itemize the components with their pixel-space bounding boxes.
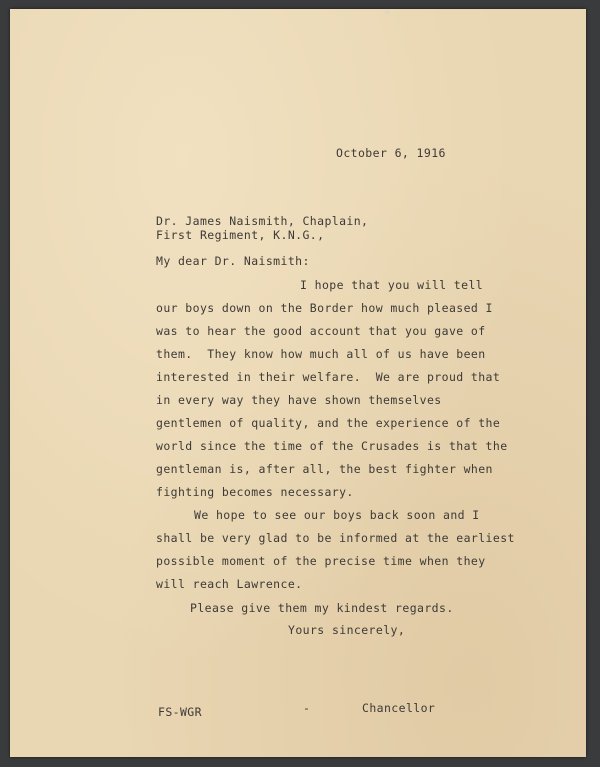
body-line: world since the time of the Crusades is that the	[156, 439, 508, 453]
body-line: interested in their welfare. We are proud that	[156, 370, 501, 384]
body-line: We hope to see our boys back soon and I	[194, 508, 480, 522]
recipient-name: Dr. James Naismith, Chaplain,	[156, 214, 369, 228]
body-line: I hope that you will tell	[300, 278, 484, 292]
staple-mark: ✧	[383, 8, 392, 19]
salutation: My dear Dr. Naismith:	[156, 254, 310, 268]
separator-dash: -	[303, 701, 311, 715]
body-line: our boys down on the Border how much pleased I	[156, 301, 493, 315]
typist-initials: FS-WGR	[158, 705, 202, 719]
body-line: fighting becomes necessary.	[156, 485, 354, 499]
letter-date: October 6, 1916	[336, 146, 446, 160]
body-line: them. They know how much all of us have been	[156, 347, 486, 361]
body-line: possible moment of the precise time when they	[156, 554, 486, 568]
body-line: gentleman is, after all, the best fighter when	[156, 462, 493, 476]
body-line: shall be very glad to be informed at the earliest	[156, 531, 515, 545]
signer-title: Chancellor	[362, 701, 436, 715]
body-line: gentlemen of quality, and the experience of the	[156, 416, 501, 430]
recipient-unit: First Regiment, K.N.G.,	[156, 228, 325, 242]
body-line: was to hear the good account that you gave of	[156, 324, 486, 338]
sign-off: Yours sincerely,	[288, 623, 406, 637]
letter-paper	[10, 9, 586, 757]
body-line: will reach Lawrence.	[156, 577, 303, 591]
closing-line: Please give them my kindest regards.	[190, 601, 454, 615]
body-line: in every way they have shown themselves	[156, 393, 442, 407]
